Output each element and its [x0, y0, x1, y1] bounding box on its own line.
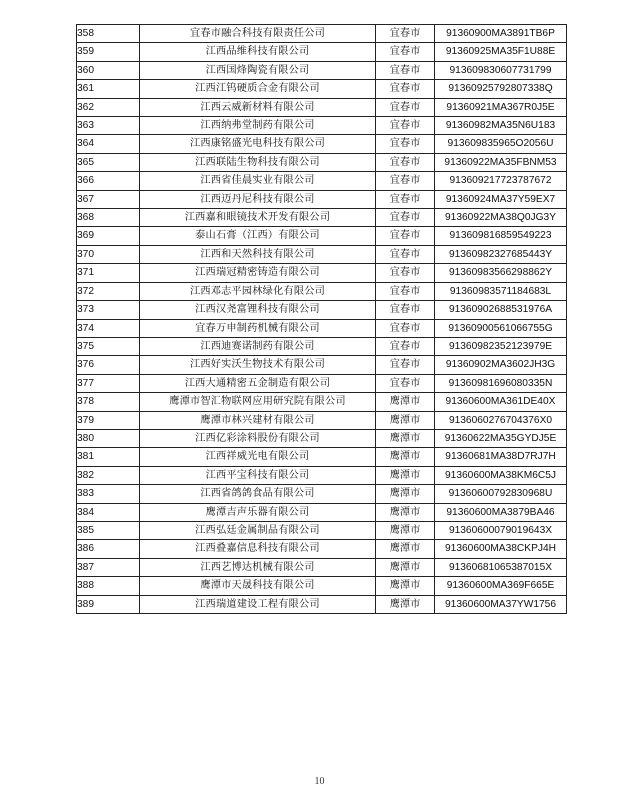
credit-code: 91360902MA3602JH3G [435, 356, 567, 374]
city-name: 宜春市 [376, 209, 435, 227]
table-row [77, 209, 567, 227]
row-number: 369 [77, 227, 140, 245]
table-row [77, 374, 567, 392]
row-number: 360 [77, 61, 140, 79]
credit-code: 91360925792807338Q [435, 80, 567, 98]
company-name: 江西亿彩涂料股份有限公司 [140, 429, 376, 447]
credit-code: 91360600079019643X [435, 521, 567, 539]
table-row [77, 80, 567, 98]
table-row [77, 521, 567, 539]
credit-code: 91360900MA3891TB6P [435, 25, 567, 43]
credit-code: 91360922MA35FBNM53 [435, 153, 567, 171]
row-number: 370 [77, 245, 140, 263]
row-number: 368 [77, 209, 140, 227]
company-name: 江西嘉和眼镜技术开发有限公司 [140, 209, 376, 227]
row-number: 359 [77, 43, 140, 61]
company-name: 江西叠嘉信息科技有限公司 [140, 540, 376, 558]
company-name: 江西邓志平园林绿化有限公司 [140, 282, 376, 300]
company-name: 宜春万申制药机械有限公司 [140, 319, 376, 337]
table-row [77, 227, 567, 245]
table-row [77, 411, 567, 429]
company-name: 鹰潭吉声乐器有限公司 [140, 503, 376, 521]
city-name: 宜春市 [376, 172, 435, 190]
company-name: 江西省鸽鸽食品有限公司 [140, 485, 376, 503]
city-name: 宜春市 [376, 80, 435, 98]
company-name: 江西瑞冠精密铸造有限公司 [140, 264, 376, 282]
table-row [77, 448, 567, 466]
row-number: 382 [77, 466, 140, 484]
city-name: 鹰潭市 [376, 466, 435, 484]
row-number: 366 [77, 172, 140, 190]
company-name: 宜春市融合科技有限责任公司 [140, 25, 376, 43]
table-row [77, 595, 567, 613]
row-number: 389 [77, 595, 140, 613]
row-number: 374 [77, 319, 140, 337]
table-row [77, 429, 567, 447]
credit-code: 91360600MA37YW1756 [435, 595, 567, 613]
row-number: 365 [77, 153, 140, 171]
table-row [77, 393, 567, 411]
company-name: 江西云威新材料有限公司 [140, 98, 376, 116]
company-name: 江西弘廷金属制品有限公司 [140, 521, 376, 539]
credit-code: 91360600792830968U [435, 485, 567, 503]
city-name: 宜春市 [376, 135, 435, 153]
table-row [77, 43, 567, 61]
credit-code: 91360600MA361DE40X [435, 393, 567, 411]
credit-code: 91360600MA38CKPJ4H [435, 540, 567, 558]
credit-code: 91360925MA35F1U88E [435, 43, 567, 61]
credit-code: 9136060276704376X0 [435, 411, 567, 429]
row-number: 376 [77, 356, 140, 374]
company-name: 江西纳弗堂制药有限公司 [140, 117, 376, 135]
city-name: 鹰潭市 [376, 595, 435, 613]
city-name: 宜春市 [376, 227, 435, 245]
city-name: 宜春市 [376, 374, 435, 392]
credit-code: 91360600MA369F665E [435, 577, 567, 595]
table-row [77, 153, 567, 171]
row-number: 379 [77, 411, 140, 429]
company-table-body [77, 25, 567, 614]
city-name: 宜春市 [376, 190, 435, 208]
company-name: 江西康铭盛光电科技有限公司 [140, 135, 376, 153]
table-row [77, 61, 567, 79]
company-name: 江西省佳晨实业有限公司 [140, 172, 376, 190]
city-name: 宜春市 [376, 319, 435, 337]
city-name: 鹰潭市 [376, 577, 435, 595]
company-name: 江西艺博达机械有限公司 [140, 558, 376, 576]
credit-code: 91360982352123979E [435, 337, 567, 355]
credit-code: 91360921MA367R0J5E [435, 98, 567, 116]
city-name: 宜春市 [376, 25, 435, 43]
table-row [77, 25, 567, 43]
company-name: 江西和天然科技有限公司 [140, 245, 376, 263]
row-number: 363 [77, 117, 140, 135]
city-name: 宜春市 [376, 301, 435, 319]
row-number: 378 [77, 393, 140, 411]
city-name: 宜春市 [376, 153, 435, 171]
credit-code: 91360681065387015X [435, 558, 567, 576]
row-number: 362 [77, 98, 140, 116]
city-name: 鹰潭市 [376, 448, 435, 466]
table-row [77, 135, 567, 153]
page-number: 10 [314, 776, 325, 787]
credit-code: 91360902688531976A [435, 301, 567, 319]
row-number: 380 [77, 429, 140, 447]
city-name: 宜春市 [376, 98, 435, 116]
row-number: 361 [77, 80, 140, 98]
credit-code: 91360900561066755G [435, 319, 567, 337]
table-row [77, 503, 567, 521]
row-number: 386 [77, 540, 140, 558]
table-row [77, 190, 567, 208]
row-number: 384 [77, 503, 140, 521]
credit-code: 91360983571184683L [435, 282, 567, 300]
city-name: 鹰潭市 [376, 558, 435, 576]
credit-code: 913609816859549223 [435, 227, 567, 245]
row-number: 364 [77, 135, 140, 153]
row-number: 383 [77, 485, 140, 503]
city-name: 宜春市 [376, 337, 435, 355]
credit-code: 913609217723787672 [435, 172, 567, 190]
city-name: 鹰潭市 [376, 393, 435, 411]
city-name: 宜春市 [376, 117, 435, 135]
row-number: 371 [77, 264, 140, 282]
table-row [77, 98, 567, 116]
company-name: 鹰潭市天晟科技有限公司 [140, 577, 376, 595]
city-name: 鹰潭市 [376, 411, 435, 429]
table-row [77, 245, 567, 263]
company-name: 江西大通精密五金制造有限公司 [140, 374, 376, 392]
company-name: 江西祥威光电有限公司 [140, 448, 376, 466]
company-name: 江西平宝科技有限公司 [140, 466, 376, 484]
company-name: 江西迪赛诺制药有限公司 [140, 337, 376, 355]
city-name: 宜春市 [376, 282, 435, 300]
row-number: 381 [77, 448, 140, 466]
credit-code: 91360922MA38Q0JG3Y [435, 209, 567, 227]
company-name: 江西好实沃生物技术有限公司 [140, 356, 376, 374]
company-name: 江西汉尧富锂科技有限公司 [140, 301, 376, 319]
company-name: 江西国烽陶瓷有限公司 [140, 61, 376, 79]
row-number: 358 [77, 25, 140, 43]
city-name: 鹰潭市 [376, 521, 435, 539]
table-row [77, 301, 567, 319]
city-name: 宜春市 [376, 356, 435, 374]
table-row [77, 172, 567, 190]
credit-code: 91360600MA3879BA46 [435, 503, 567, 521]
company-name: 泰山石膏（江西）有限公司 [140, 227, 376, 245]
table-row [77, 485, 567, 503]
credit-code: 91360622MA35GYDJ5E [435, 429, 567, 447]
table-row [77, 337, 567, 355]
city-name: 鹰潭市 [376, 485, 435, 503]
table-row [77, 117, 567, 135]
city-name: 宜春市 [376, 264, 435, 282]
table-row [77, 319, 567, 337]
credit-code: 91360681MA38D7RJ7H [435, 448, 567, 466]
row-number: 372 [77, 282, 140, 300]
company-table [76, 24, 567, 614]
row-number: 388 [77, 577, 140, 595]
table-row [77, 540, 567, 558]
credit-code: 913609835965O2056U [435, 135, 567, 153]
row-number: 377 [77, 374, 140, 392]
credit-code: 91360981696080335N [435, 374, 567, 392]
company-name: 江西迈丹尼科技有限公司 [140, 190, 376, 208]
city-name: 鹰潭市 [376, 429, 435, 447]
city-name: 宜春市 [376, 43, 435, 61]
company-name: 江西江钨硬质合金有限公司 [140, 80, 376, 98]
city-name: 宜春市 [376, 245, 435, 263]
company-name: 鹰潭市智汇物联网应用研究院有限公司 [140, 393, 376, 411]
credit-code: 91360982327685443Y [435, 245, 567, 263]
table-row [77, 466, 567, 484]
credit-code: 91360983566298862Y [435, 264, 567, 282]
row-number: 385 [77, 521, 140, 539]
city-name: 鹰潭市 [376, 503, 435, 521]
company-name: 江西品维科技有限公司 [140, 43, 376, 61]
row-number: 367 [77, 190, 140, 208]
company-name: 江西瑞道建设工程有限公司 [140, 595, 376, 613]
credit-code: 91360600MA38KM6C5J [435, 466, 567, 484]
table-row [77, 356, 567, 374]
city-name: 宜春市 [376, 61, 435, 79]
city-name: 鹰潭市 [376, 540, 435, 558]
credit-code: 91360982MA35N6U183 [435, 117, 567, 135]
table-row [77, 264, 567, 282]
table-row [77, 577, 567, 595]
company-name: 江西联陆生物科技有限公司 [140, 153, 376, 171]
table-row [77, 282, 567, 300]
row-number: 375 [77, 337, 140, 355]
credit-code: 913609830607731799 [435, 61, 567, 79]
company-name: 鹰潭市林兴建材有限公司 [140, 411, 376, 429]
row-number: 387 [77, 558, 140, 576]
table-row [77, 558, 567, 576]
row-number: 373 [77, 301, 140, 319]
credit-code: 91360924MA37Y59EX7 [435, 190, 567, 208]
